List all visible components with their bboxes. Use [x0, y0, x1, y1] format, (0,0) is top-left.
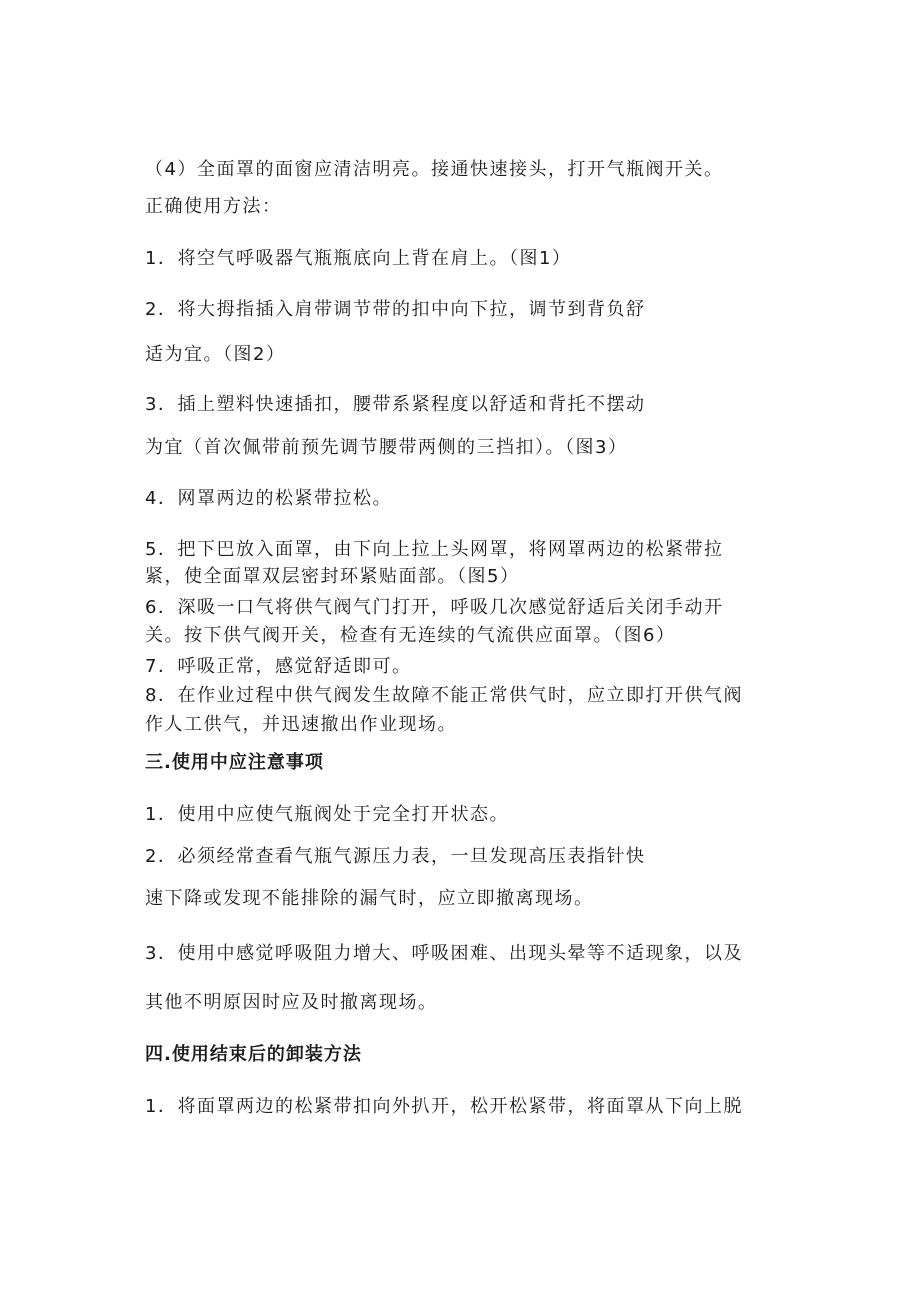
paragraph-mask-window: （4）全面罩的面窗应清洁明亮。接通快速接头，打开气瓶阀开关。: [145, 159, 724, 180]
step-8-line-1: 8．在作业过程中供气阀发生故障不能正常供气时，应立即打开供气阀: [145, 685, 743, 706]
section-heading-precautions: 三.使用中应注意事项: [145, 752, 324, 773]
step-2-line-1: 2．将大拇指插入肩带调节带的扣中向下拉，调节到背负舒: [145, 299, 646, 320]
precaution-3-line-1: 3．使用中感觉呼吸阻力增大、呼吸困难、出现头晕等不适现象，以及: [145, 943, 743, 964]
step-1: 1．将空气呼吸器气瓶瓶底向上背在肩上。（图1）: [145, 248, 572, 269]
removal-step-1: 1．将面罩两边的松紧带扣向外扒开，松开松紧带，将面罩从下向上脱: [145, 1096, 743, 1117]
step-4: 4．网罩两边的松紧带拉松。: [145, 488, 392, 509]
step-5-line-2: 紧，使全面罩双层密封环紧贴面部。（图5）: [145, 566, 520, 587]
precaution-1: 1．使用中应使气瓶阀处于完全打开状态。: [145, 804, 509, 825]
precaution-3-line-2: 其他不明原因时应及时撤离现场。: [145, 992, 438, 1013]
step-5-line-1: 5．把下巴放入面罩，由下向上拉上头网罩，将网罩两边的松紧带拉: [145, 539, 724, 560]
step-7: 7．呼吸正常，感觉舒适即可。: [145, 656, 412, 677]
precaution-2-line-1: 2．必须经常查看气瓶气源压力表，一旦发现高压表指针快: [145, 846, 646, 867]
precaution-2-line-2: 速下降或发现不能排除的漏气时，应立即撤离现场。: [145, 888, 594, 909]
step-8-line-2: 作人工供气，并迅速撤出作业现场。: [145, 714, 457, 735]
step-3-line-1: 3．插上塑料快速插扣，腰带系紧程度以舒适和背托不摆动: [145, 394, 646, 415]
section-heading-removal: 四.使用结束后的卸装方法: [145, 1044, 362, 1065]
step-3-line-2: 为宜（首次佩带前预先调节腰带两侧的三挡扣）。（图3）: [145, 437, 628, 458]
step-6-line-1: 6．深吸一口气将供气阀气门打开，呼吸几次感觉舒适后关闭手动开: [145, 597, 724, 618]
step-2-line-2: 适为宜。（图2）: [145, 344, 286, 365]
step-6-line-2: 关。按下供气阀开关，检查有无连续的气流供应面罩。（图6）: [145, 625, 676, 646]
paragraph-usage-title: 正确使用方法：: [145, 196, 282, 217]
